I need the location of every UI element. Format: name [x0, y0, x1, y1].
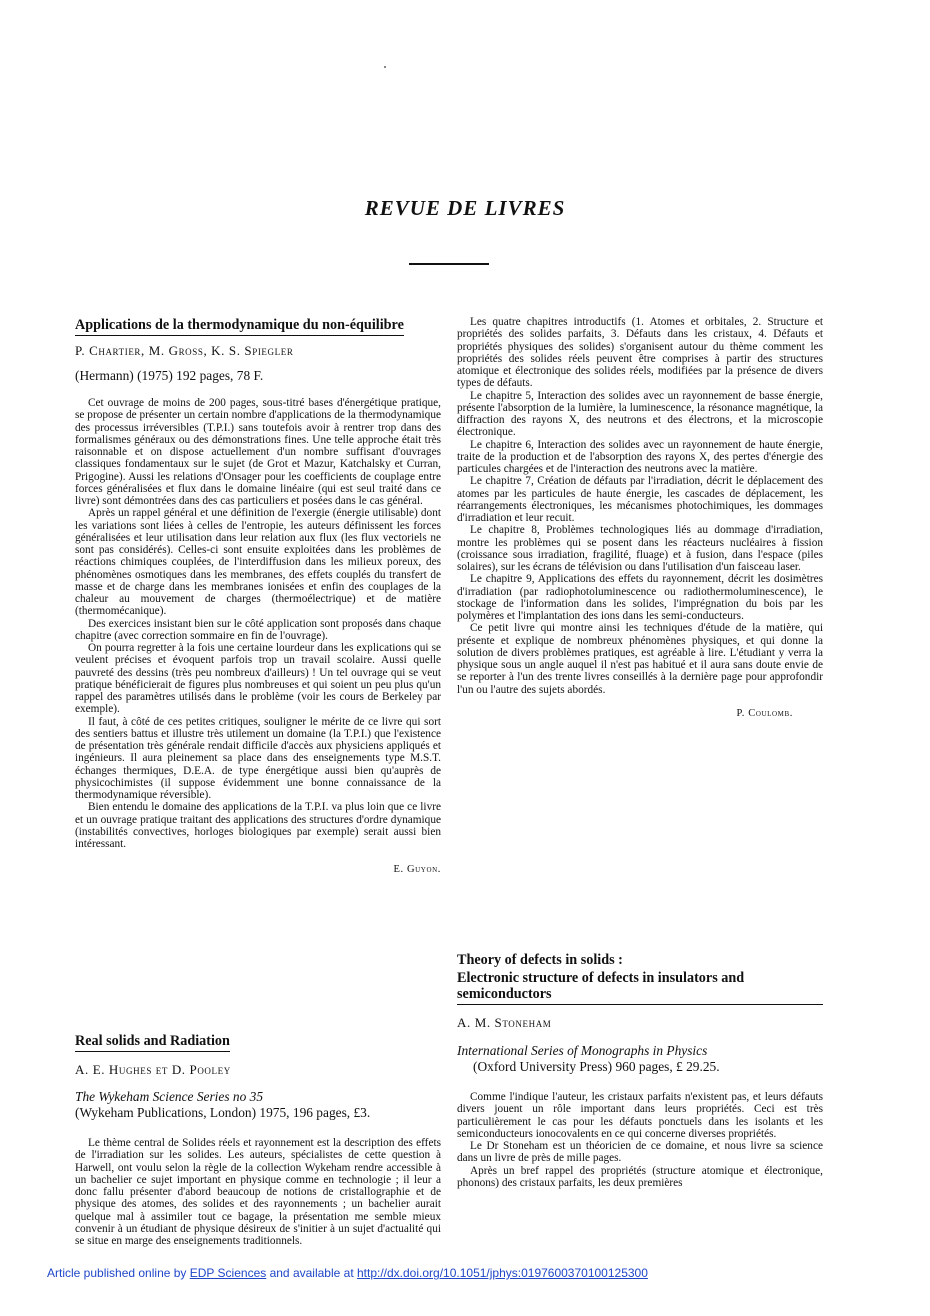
review-theory-of-defects	[457, 952, 823, 1189]
review2-paragraph: Le chapitre 7, Création de défauts par l'irradiation, décrit le déplacement des atomes par les particules de haute énergie, les cascades de déplacement, les réarrangements électroniques, les mécanismes photochimiques, les dommages d'irradiation et leur recuit.	[457, 475, 823, 524]
review2-paragraph: Le chapitre 5, Interaction des solides avec un rayonnement de basse énergie, présente l'absorption de la lumière, la luminescence, la résonance magnétique, la diffraction des rayons X, des neutrons et des électrons, et la microscopie électronique.	[457, 389, 823, 439]
footer-middle: and available at	[266, 1266, 357, 1280]
review-real-solids	[75, 1032, 441, 1247]
review3-paragraph: Comme l'indique l'auteur, les cristaux parfaits n'existent pas, et leurs défauts divers jouent un rôle important dans leurs propriétés. Ceci est très particulièrement le cas pour les défauts ponctuels dans les isolants et les semiconducteurs ionocovalents en ce qui concerne diverses propriétés.	[457, 1091, 823, 1140]
review3-paragraph: Après un bref rappel des propriétés (structure atomique et électronique, phonons) des cristaux parfaits, les deux premières	[457, 1164, 823, 1189]
review2-paragraph: Le chapitre 9, Applications des effets du rayonnement, décrit les dosimètres d'irradiation (par radiophotoluminescence ou radiothermoluminescence), le stockage de l'information dans les solides, l'imprégnation du bois par les polymères et l'implantation des ions dans les semi-conducteurs.	[457, 573, 823, 622]
review2-paragraph: Les quatre chapitres introductifs (1. Atomes et orbitales, 2. Structure et propriétés des solides parfaits, 3. Défauts dans les cristaux, 4. Défauts et propriétés physiques des solides) s'organisent autour du thème comment les propriétés des solides réels peuvent être comprises à partir des structures atomique et électronique des solides réels, modifiées par la présence de divers types de défauts.	[457, 316, 823, 390]
review2-heading: Real solids and Radiation	[75, 1033, 230, 1052]
left-column	[75, 316, 441, 1247]
footer-prefix: Article published online by	[47, 1266, 190, 1280]
review1-paragraph: Il faut, à côté de ces petites critiques, souligner le mérite de ce livre qui sort des sentiers battus et illustre très utilement un domaine (la T.P.I.) que l'existence de présentation très générale rendait difficile d'accès aux physiciens appliqués et ingénieurs. Il aura pleinement sa place dans des enseignements type M.S.T. échanges thermiques, D.E.A. de type énergétique aussi bien qu'auprès de physicochimistes (il suppose évidemment une bonne connaissance de la thermodynamique réversible).	[75, 715, 441, 801]
page-title: REVUE DE LIVRES	[364, 196, 566, 220]
title-rule	[409, 263, 489, 265]
review3-heading-line1: Theory of defects in solids :	[457, 952, 623, 968]
review2-signature: P. Coulomb.	[736, 707, 793, 719]
review1-authors: P. Chartier, M. Gross, K. S. Spiegler	[75, 343, 294, 358]
review3-authors: A. M. Stoneham	[457, 1015, 552, 1030]
review2-paragraph: Le chapitre 8, Problèmes technologiques liés au dommage d'irradiation, montre les problèmes qui se posent dans les réacteurs nucléaires à fission (croissance sous irradiation, fragilité, fluage) et à fusion, dans l'espace (piles solaires), sur les écrans de télévision ou dans l'utilisation d'un faisceau laser.	[457, 524, 823, 573]
review1-paragraph: Cet ouvrage de moins de 200 pages, sous-titré bases d'énergétique pratique, se propose de présenter un certain nombre d'applications de la thermodynamique des processus irréversibles (T.P.I.) sans toutefois avoir à rentrer trop dans des formalismes généraux ou des démonstrations fines. Une telle approche était très raisonnable et on dispose actuellement d'un nombre suffisant d'ouvrages classiques fondamentaux sur le sujet (de Grot et Mazur, Katchalsky et Curran, Prigogine). Aussi les relations d'Onsager pour les coefficients de couplage entre forces généralisées et flux dans le domaine linéaire (qui est seul traité dans ce livre) sont démontrées dans des cas particuliers et posées dans le cas général.	[75, 397, 441, 507]
review1-signature: E. Guyon.	[393, 864, 441, 876]
review3-heading-line2: Electronic structure of defects in insulators and semiconductors	[457, 970, 823, 1005]
review1-paragraph: On pourra regretter à la fois une certaine lourdeur dans les explications qui se veulent précises et évoquent parfois trop un travail scolaire. Aussi quelle pauvreté des dessins (très peu nombreux d'ailleurs) ! Un tel ouvrage qui se veut pratique bénéficierait de figures plus nombreuses et qui soient un peu plus qu'un rappel des paramètres utilisés dans le problème (voir les cours de Berkeley par exemple).	[75, 642, 441, 716]
footer-citation	[47, 1266, 648, 1280]
review1-paragraph: Bien entendu le domaine des applications de la T.P.I. va plus loin que ce livre et un ouvrage pratique traitant des applications des structures d'ordre dynamique (instabilités convectives, horloges biologiques par exemple) serait aussi bien intéressant.	[75, 801, 441, 850]
edp-sciences-link[interactable]: EDP Sciences	[189, 1266, 267, 1280]
review2-authors: A. E. Hughes et D. Pooley	[75, 1062, 231, 1077]
review2-paragraph: Le thème central de Solides réels et rayonnement est la description des effets de l'irradiation sur les solides. Les auteurs, spécialistes de cette question à Harwell, ont voulu selon la règle de la collection Wykeham rendre accessible à un bachelier ce sujet important en physique comme en technologie ; il leur a donc fallu présenter d'abord beaucoup de notions de cristallographie et de physique des atomes, des solides et des rayonnements ; un bachelier aurait quelque mal à assimiler tout ce bagage, la présentation me semble mieux convenir à un étudiant de physique désireux de s'initier à un sujet d'actualité qui se situe en marge des enseignements traditionnels.	[75, 1137, 441, 1247]
review1-paragraph: Des exercices insistant bien sur le côté application sont proposés dans chaque chapitre (avec correction sommaire en fin de l'ouvrage).	[75, 617, 441, 642]
review3-series: International Series of Monographs in Physics	[457, 1043, 708, 1058]
review3-paragraph: Le Dr Stoneham est un théoricien de ce domaine, et nous livre sa science dans un livre de près de mille pages.	[457, 1140, 823, 1165]
review2-publisher: (Wykeham Publications, London) 1975, 196 pages, £3.	[75, 1105, 371, 1120]
review2-paragraph: Ce petit livre qui montre ainsi les techniques d'étude de la matière, qui présente et explique de nombreux phénomènes physiques, et qui donne la solution de divers problèmes pratiques, est agréable à lire. L'étudiant y verra la physique sous un angle auquel il n'est pas habitué et il aura sans doute envie de se reporter à l'un des trente livres conseillés à la dernière page pour approfondir l'un ou l'autre des sujets abordés.	[457, 622, 823, 696]
review-thermodynamique	[75, 316, 441, 875]
review1-heading: Applications de la thermodynamique du non-équilibre	[75, 317, 404, 336]
doi-link[interactable]: http://dx.doi.org/10.1051/jphys:0197600370100125300	[356, 1266, 648, 1280]
review3-publisher: (Oxford University Press) 960 pages, £ 29.25.	[473, 1059, 720, 1074]
review2-paragraph: Le chapitre 6, Interaction des solides avec un rayonnement de haute énergie, traite de la production et de l'absorption des rayons X, des pertes d'énergie des particules chargées et de l'interaction des neutrons avec la matière.	[457, 438, 823, 475]
review-real-solids-continued	[457, 316, 823, 719]
right-column	[457, 316, 823, 1189]
review1-publisher: (Hermann) (1975) 192 pages, 78 F.	[75, 368, 264, 383]
review2-series: The Wykeham Science Series no 35	[75, 1089, 264, 1104]
review1-paragraph: Après un rappel général et une définition de l'exergie (énergie utilisable) dont les variations sont liées à celles de l'entropie, les auteurs définissent les forces généralisées et leur utilisation dans leur relation aux flux (les flux vectoriels ne sont pas considérés). Celles-ci sont ensuite exploitées dans les problèmes de réactions chimiques couplées, de l'interdiffusion dans les milieux poreux, des phénomènes osmotiques dans les membranes, des effets couplés du transfert de masse et de charge dans les membranes ionisées et enfin des couplages de la chaleur au mouvement de charges (thermoélectrique) et de matière (thermomécanique).	[75, 507, 441, 618]
stray-mark	[384, 66, 386, 68]
